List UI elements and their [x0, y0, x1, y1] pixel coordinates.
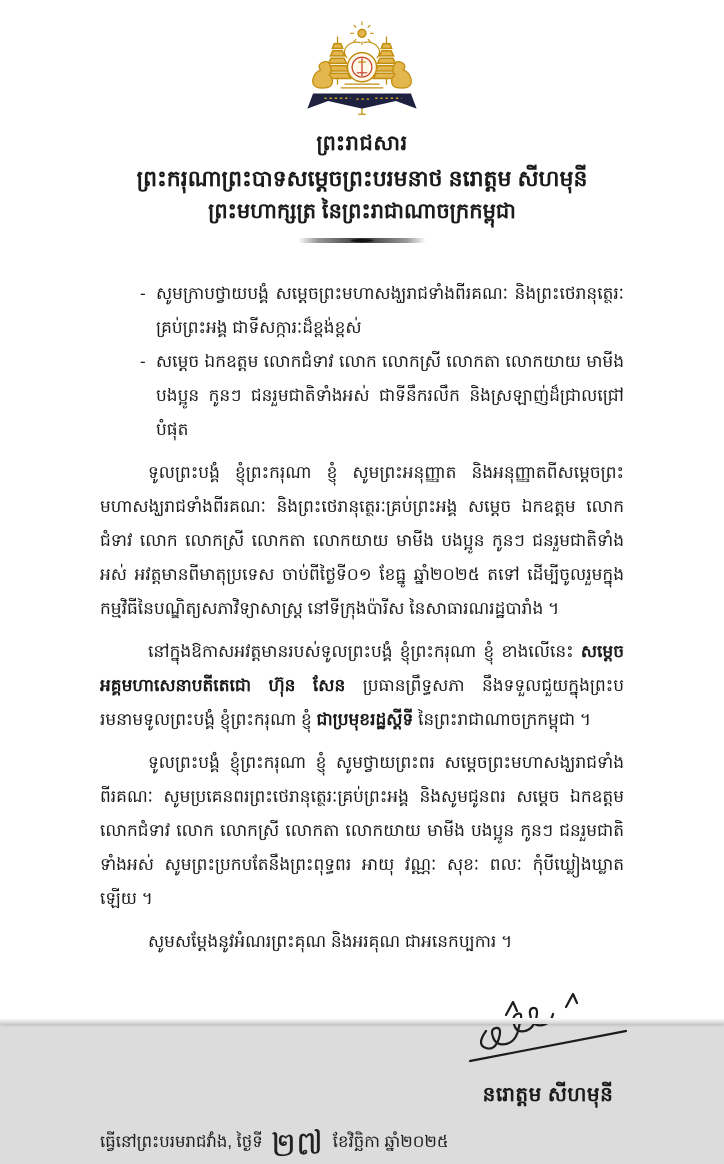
senate-president-name: ហ៊ុន សែន [268, 675, 346, 695]
document-type-title: ព្រះរាជសារ [316, 132, 408, 155]
salutation-block [100, 277, 624, 447]
para-blessing: ទូលព្រះបង្គំ ខ្ញុំព្រះករុណា ខ្ញុំ សូមថ្វាយព្រះពរ សម្តេចព្រះមហាសង្ឃរាជទាំងពីរគណៈ សូមប្រគេនពរព្រះថេរានុត្ថេរៈគ្រប់ព្រះអង្គ និងសូមជូនពរ សម្តេច ឯកឧត្តម លោកជំទាវ លោក លោកស្រី លោកតា លោកយាយ មាមីង បងប្អូន កូនៗ ជនរួមជាតិទាំងអស់ សូមព្រះប្រកបតែនឹងព្រះពុទ្ធពរ អាយុ វណ្ណៈ សុខៈ ពលៈ កុំបីឃ្លៀងឃ្លាតឡើយ ។ [100, 752, 624, 908]
absence-seg: នៃព្រះរាជាណាចក្រកម្ពុជា ។ [413, 709, 591, 729]
absence-seg: ប្រធានព្រឹទ្ធសភា នឹងទទួលជួយក្នុងព្រះបរមនាមទូលព្រះបង្គំ ខ្ញុំព្រះករុណា ខ្ញុំ [100, 675, 624, 729]
date-place-line [0, 1122, 724, 1164]
king-signature-name: នរោត្តម សីហមុនី [482, 1083, 614, 1106]
para-absence [100, 635, 624, 737]
acting-head-of-state-phrase: ជាប្រមុខរដ្ឋស្តីទី [316, 709, 414, 729]
motto-ribbon [307, 94, 416, 109]
bullet-dash: - [140, 283, 146, 303]
salutation-text: សម្តេច ឯកឧត្តម លោកជំទាវ លោក លោកស្រី លោកតា លោកយាយ មាមីង បងប្អូន កូនៗ ជនរួមជាតិទាំងអស់ ជាទីនឹករលឹក និងស្រឡាញ់ដ៏ជ្រាលជ្រៅបំផុត [156, 351, 624, 439]
salutation-line-monks [140, 277, 624, 345]
letter-header [0, 0, 724, 243]
ornamental-divider [298, 238, 426, 243]
king-role-title: ព្រះមហាក្សត្រ នៃព្រះរាជាណាចក្រកម្ពុជា [208, 200, 516, 224]
salutation-text: សូមក្រាបថ្វាយបង្គំ សម្តេចព្រះមហាសង្ឃរាជទាំងពីរគណៈ និងព្រះថេរានុត្ថេរៈគ្រប់ព្រះអង្គ ជាទីសក្ការៈដ៏ខ្ពង់ខ្ពស់ [156, 283, 624, 337]
signature-block [428, 985, 668, 1111]
handwritten-day: ២៧ [270, 1122, 323, 1164]
bullet-dash: - [140, 351, 146, 371]
salutation-line-people [140, 345, 624, 447]
senate-president-title: សម្តេចអគ្គមហាសេនាបតីតេជោ [100, 641, 624, 695]
king-full-title: ព្រះករុណាព្រះបាទសម្តេចព្រះបរមនាថ នរោត្តម សីហមុនី [136, 166, 588, 192]
royal-arms-of-cambodia-icon [296, 22, 428, 118]
letter-body [100, 456, 624, 959]
date-suffix: ខែវិច្ឆិកា ឆ្នាំ២០២៥ [332, 1132, 449, 1151]
para-gratitude: សូមសម្តែងនូវអំណរព្រះគុណ និងអរគុណ ជាអនេកប្បការ ។ [148, 931, 513, 951]
place-prefix: ធ្វើនៅព្រះបរមរាជវាំង, ថ្ងៃទី [100, 1132, 263, 1151]
royal-signature [448, 985, 648, 1069]
para-permission: ទូលព្រះបង្គំ ខ្ញុំព្រះករុណា ខ្ញុំ សូមព្រះអនុញ្ញាត និងអនុញ្ញាតពីសម្តេចព្រះមហាសង្ឃរាជទាំងពីរគណៈ និងព្រះថេរានុត្ថេរៈគ្រប់ព្រះអង្គ សម្តេច ឯកឧត្តម លោកជំទាវ លោក លោកស្រី លោកតា លោកយាយ មាមីង បងប្អូន កូនៗ ជនរួមជាតិទាំងអស់ អវត្តមានពីមាតុប្រទេស ចាប់ពីថ្ងៃទី០១ ខែធ្នូ ឆ្នាំ២០២៥ តទៅ ដើម្បីចូលរួមក្នុងកម្មវិធីនៃបណ្ឌិត្យសភាវិទ្យាសាស្ត្រ នៅទីក្រុងប៉ារីស នៃសាធារណរដ្ឋបារាំង ។ [100, 462, 624, 618]
absence-seg: នៅក្នុងឱកាសអវត្តមានរបស់ទូលព្រះបង្គំ ខ្ញុំព្រះករុណា ខ្ញុំ ខាងលើនេះ [148, 641, 581, 661]
